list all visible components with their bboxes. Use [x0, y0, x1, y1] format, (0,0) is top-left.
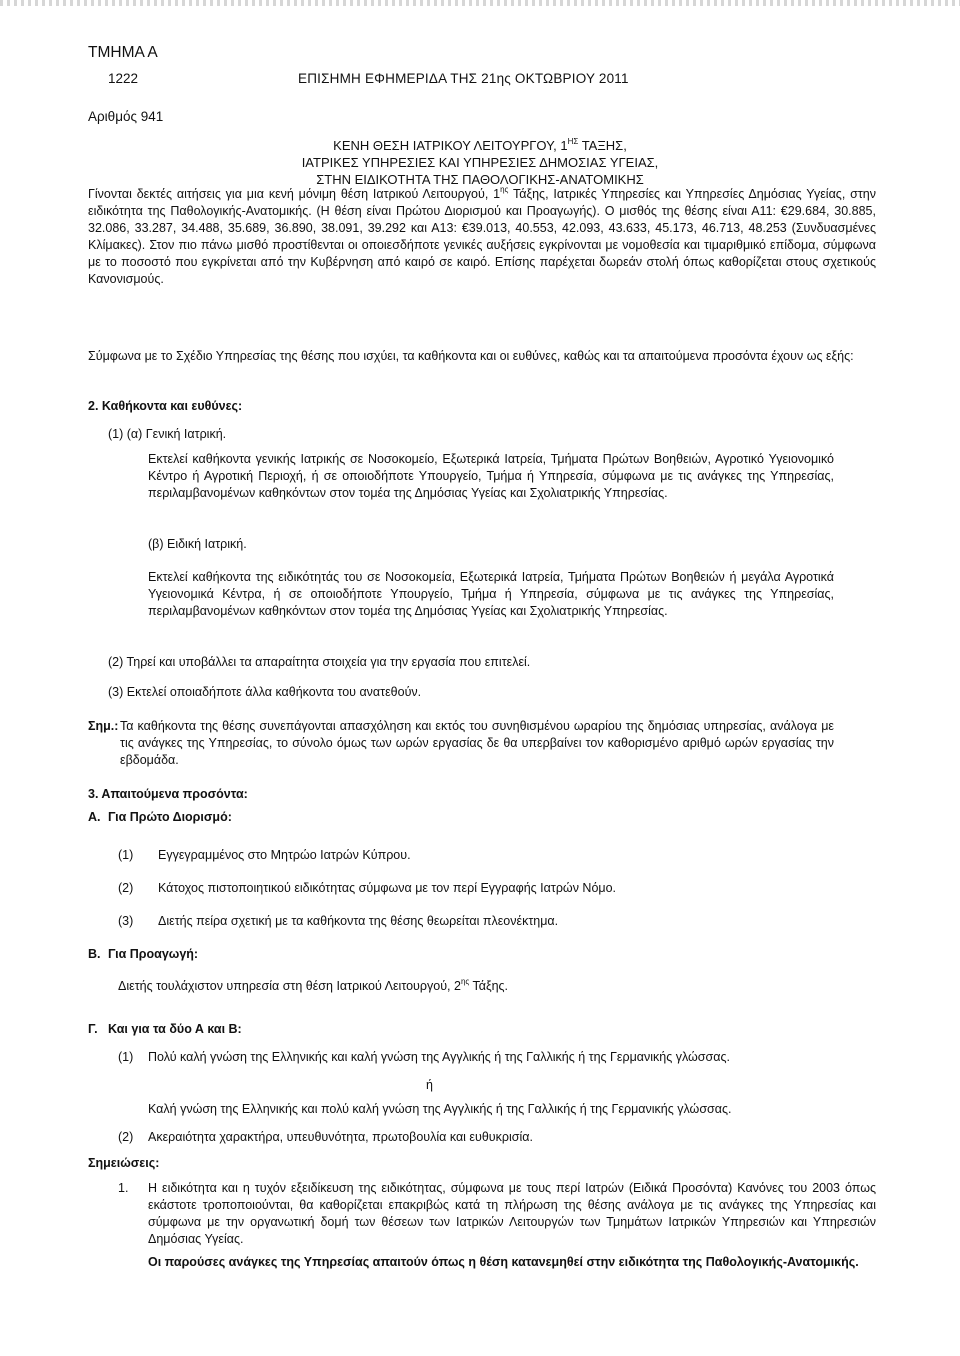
note-text: Τα καθήκοντα της θέσης συνεπάγονται απασχόληση και εκτός του συνηθισμένου ωραρίου της δημόσιας υπηρεσίας, ανάλογα με τις ανάγκες της Υπηρεσίας, το σύνολο όμως των ωρών εργασίας δε θα υπερβαίνει τον καθορισμένο αριθμό ωρών εργασίας την εβδομάδα.: [120, 719, 834, 767]
qual-A-item-1-num: (1): [118, 848, 134, 862]
duty-item-3: (3) Εκτελεί οποιαδήποτε άλλα καθήκοντα του ανατεθούν.: [108, 685, 422, 699]
qual-G-item-2: Ακεραιότητα χαρακτήρα, υπευθυνότητα, πρωτοβουλία και ευθυκρισία.: [148, 1130, 533, 1144]
duty-special-text: Εκτελεί καθήκοντα της ειδικότητάς του σε Νοσοκομεία, Εξωτερικά Ιατρεία, Τμήματα Πρώτων Βοηθειών ή μεγάλα Αγροτικά Υγειονομικά Κέντρα, ή σε οποιοδήποτε Υπουργείο, Τμήμα ή Υπηρεσία, σύμφωνα με τις ανάγκες της Υπηρεσίας, περιλαμβανομένων καθηκόντων στον τομέα της Δημόσιας Υγείας και Σχολιατρικής Υπηρεσίας.: [148, 570, 834, 618]
qual-G-item-1: Πολύ καλή γνώση της Ελληνικής και καλή γνώση της Αγγλικής ή της Γαλλικής ή της Γερμανικής γλώσσας.: [148, 1050, 730, 1064]
qual-G-label: Γ.: [88, 1022, 98, 1036]
qual-G-item-1-alt: Καλή γνώση της Ελληνικής και πολύ καλή γνώση της Αγγλικής ή της Γαλλικής ή της Γερμανικής γλώσσας.: [148, 1102, 732, 1116]
scan-top-edge: [0, 0, 960, 6]
qual-A-item-1: Εγγεγραμμένος στο Μητρώο Ιατρών Κύπρου.: [158, 848, 411, 862]
note-1-extra: Οι παρούσες ανάγκες της Υπηρεσίας απαιτούν όπως η θέση κατανεμηθεί στην ειδικότητα της Παθολογικής-Ανατομικής.: [148, 1255, 859, 1269]
page-number: 1222: [108, 71, 139, 86]
section-label: ΤΜΗΜΑ Α: [88, 44, 158, 61]
note-1-text: Η ειδικότητα και η τυχόν εξειδίκευση της ειδικότητας, σύμφωνα με τους περί Ιατρών (Ειδικά Προσόντα) Κανόνες του 2003 όπως εκάστοτε τροποποιούνται, θα καθορίζεται επακριβώς κατά τη πλήρωση της θέσης ανάλογα με τις ανάγκες της Υπηρεσίας και σύμφωνα με την οργανωτική δομή των θέσεων των Ιατρικών Λειτουργών των Τμημάτων Ιατρικών Υπηρεσιών και Υπηρεσιών Δημόσιας Υγείας.: [148, 1181, 876, 1246]
gazette-header: ΕΠΙΣΗΜΗ ΕΦΗΜΕΡΙΔΑ ΤΗΣ 21ης ΟΚΤΩΒΡΙΟΥ 2011: [298, 71, 629, 86]
qual-A-item-3: Διετής πείρα σχετική με τα καθήκοντα της θέσης θεωρείται πλεονέκτημα.: [158, 914, 559, 928]
duty-item-2: (2) Τηρεί και υποβάλλει τα απαραίτητα στοιχεία για την εργασία που επιτελεί.: [108, 655, 531, 669]
qual-A-item-3-num: (3): [118, 914, 134, 928]
notice-number: Αριθμός 941: [88, 109, 164, 124]
title-line-2: ΙΑΤΡΙΚΕΣ ΥΠΗΡΕΣΙΕΣ ΚΑΙ ΥΠΗΡΕΣΙΕΣ ΔΗΜΟΣΙΑΣ ΥΓΕΙΑΣ,: [301, 155, 659, 170]
qual-G-or: ή: [426, 1078, 433, 1092]
scheme-paragraph: Σύμφωνα με το Σχέδιο Υπηρεσίας της θέσης που ισχύει, τα καθήκοντα και οι ευθύνες, καθώς και τα απαιτούμενα προσόντα έχουν ως εξής:: [88, 349, 854, 363]
notice-title: [250, 137, 710, 188]
qual-A-label: Α.: [88, 810, 101, 824]
title-line-1: ΚΕΝΗ ΘΕΣΗ ΙΑΤΡΙΚΟΥ ΛΕΙΤΟΥΡΓΟΥ, $1^{H\Sigma}$ ΤΑΞΗΣ,: [333, 136, 627, 153]
qual-G-item-1-num: (1): [118, 1050, 134, 1064]
qual-B-label: Β.: [88, 947, 101, 961]
qual-A-item-2-num: (2): [118, 881, 134, 895]
note-label: Σημ.:: [88, 719, 119, 733]
note-1-num: 1.: [118, 1181, 129, 1195]
intro-paragraph: Γίνονται δεκτές αιτήσεις για μια κενή μόνιμη θέση Ιατρικού Λειτουργού, $1^{\eta\varsigma}$ Τάξης, Ιατρικές Υπηρεσίες και Υπηρεσίες Δημόσιας Υγείας, στην ειδικότητα της Παθολογικής-Ανατομικής. (Η θέση είναι Πρώτου Διορισμού και Προαγωγής). Ο μισθός της θέσης είναι Α11: €29.684, 30.885, 32.086, 33.287, 34.488, 35.689, 36.890, 38.091, 39.292 και Α13: €39.013, 40.553, 42.093, 43.633, 45.173, 46.713, 48.253 (Συνδυασμένες Κλίμακες). Στον πιο πάνω μισθό προστίθενται οι οποιεσδήποτε γενικές αυξήσεις εγκρίνονται με νομοθεσία και τιμαριθμικό επίδομα, σύμφωνα με το ποσοστό που εγκρίνεται από την Κυβέρνηση από καιρό σε καιρό. Επίσης παρέχεται δωρεάν στολή όπως καθορίζεται στους σχετικούς Κανονισμούς.: [88, 184, 876, 286]
duty-special-label: (β) Ειδική Ιατρική.: [148, 537, 247, 551]
qualifications-heading: 3. Απαιτούμενα προσόντα:: [88, 787, 248, 801]
qual-A-item-2: Κάτοχος πιστοποιητικού ειδικότητας σύμφωνα με τον περί Εγγραφής Ιατρών Νόμο.: [158, 881, 617, 895]
qual-A-title: Για Πρώτο Διορισμό:: [108, 810, 232, 824]
qual-B-text: Διετής τουλάχιστον υπηρεσία στη θέση Ιατρικού Λειτουργού, $2^{\eta\varsigma}$ Τάξης.: [118, 976, 509, 993]
duty-general-label: (1) (α) Γενική Ιατρική.: [108, 427, 227, 441]
qual-G-item-2-num: (2): [118, 1130, 134, 1144]
notes-heading: Σημειώσεις:: [88, 1156, 160, 1170]
title-line-3: ΣΤΗΝ ΕΙΔΙΚΟΤΗΤΑ ΤΗΣ ΠΑΘΟΛΟΓΙΚΗΣ-ΑΝΑΤΟΜΙΚΗΣ: [316, 172, 644, 187]
duties-heading: 2. Καθήκοντα και ευθύνες:: [88, 399, 243, 413]
qual-B-title: Για Προαγωγή:: [108, 947, 199, 961]
qual-G-title: Και για τα δύο Α και Β:: [108, 1022, 242, 1036]
duty-general-text: Εκτελεί καθήκοντα γενικής Ιατρικής σε Νοσοκομείο, Εξωτερικά Ιατρεία, Τμήματα Πρώτων Βοηθειών, Αγροτικό Υγειονομικό Κέντρο ή Αγροτική Περιοχή, ή σε οποιοδήποτε Υπουργείο, Τμήμα ή Υπηρεσία, σύμφωνα με τις ανάγκες της Υπηρεσίας, περιλαμβανομένων καθηκόντων στον τομέα της Δημόσιας Υγείας και Σχολιατρικής Υπηρεσίας.: [148, 452, 834, 500]
